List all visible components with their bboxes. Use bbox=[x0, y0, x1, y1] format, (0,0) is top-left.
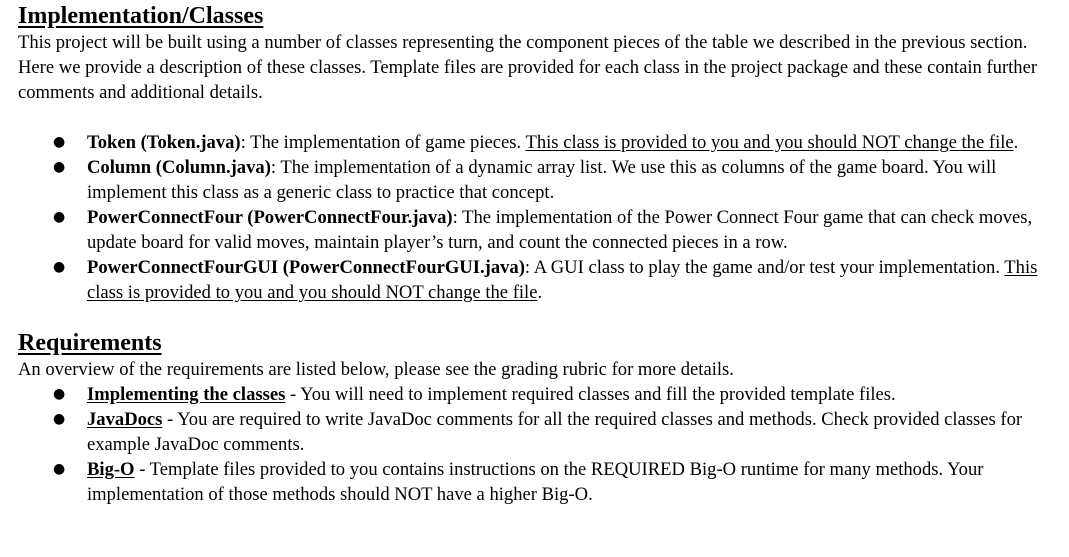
bullet-icon: ● bbox=[53, 159, 66, 175]
implementation-heading: Implementation/Classes bbox=[18, 3, 264, 29]
class-note-tail: . bbox=[1013, 132, 1019, 153]
requirement-title: Big-O bbox=[87, 459, 135, 480]
bullet-icon: ● bbox=[53, 386, 66, 402]
list-item-javadocs bbox=[18, 407, 1059, 457]
class-description: : The implementation of the Power Connect Four game that can check moves, update board for valid moves, maintain player’s turn, and count the connected pieces in a row. bbox=[87, 207, 1033, 253]
list-item-token bbox=[18, 130, 1059, 155]
class-note: This class is provided to you and you should NOT change the file bbox=[525, 132, 1014, 153]
class-description: : A GUI class to play the game and/or test your implementation. bbox=[524, 257, 1005, 278]
bullet-icon: ● bbox=[53, 411, 66, 427]
list-item-implementing bbox=[18, 382, 1059, 407]
implementation-intro: This project will be built using a number of classes representing the component pieces of the table we described in the previous section. Here we provide a description of these classes. Template files are provided for each class in the project package and these contain further comments and additional details. bbox=[18, 32, 1038, 103]
requirements-intro: An overview of the requirements are listed below, please see the grading rubric for more details. bbox=[18, 359, 734, 380]
class-name: PowerConnectFourGUI (PowerConnectFourGUI.java) bbox=[87, 257, 525, 278]
class-note-tail: . bbox=[537, 282, 543, 303]
list-item-powerconnectfour bbox=[18, 205, 1059, 255]
bullet-icon: ● bbox=[53, 209, 66, 225]
requirement-text: - Template files provided to you contains instructions on the REQUIRED Big-O runtime for many methods. Your implementation of those methods should NOT have a higher Big-O. bbox=[87, 459, 984, 505]
class-description: : The implementation of a dynamic array list. We use this as columns of the game board. You will implement this class as a generic class to practice that concept. bbox=[87, 157, 997, 203]
class-description: : The implementation of game pieces. bbox=[240, 132, 526, 153]
bullet-icon: ● bbox=[53, 259, 66, 275]
requirement-text: - You will need to implement required classes and fill the provided template files. bbox=[285, 384, 896, 405]
class-name: PowerConnectFour (PowerConnectFour.java) bbox=[87, 207, 453, 228]
classes-list bbox=[18, 130, 1059, 305]
requirement-title: JavaDocs bbox=[87, 409, 163, 430]
class-note: This class is provided to you and you should NOT change the file bbox=[87, 257, 1038, 303]
requirement-title: Implementing the classes bbox=[87, 384, 286, 405]
list-item-column bbox=[18, 155, 1059, 205]
requirement-text: - You are required to write JavaDoc comments for all the required classes and methods. Check provided classes for example JavaDoc comments. bbox=[87, 409, 1023, 455]
bullet-icon: ● bbox=[53, 461, 66, 477]
list-item-powerconnectfourgui bbox=[18, 255, 1059, 305]
requirements-list bbox=[18, 382, 1059, 507]
bullet-icon: ● bbox=[53, 134, 66, 150]
requirements-heading: Requirements bbox=[18, 330, 162, 356]
class-name: Token (Token.java) bbox=[87, 132, 241, 153]
list-item-big-o bbox=[18, 457, 1059, 507]
class-name: Column (Column.java) bbox=[87, 157, 271, 178]
